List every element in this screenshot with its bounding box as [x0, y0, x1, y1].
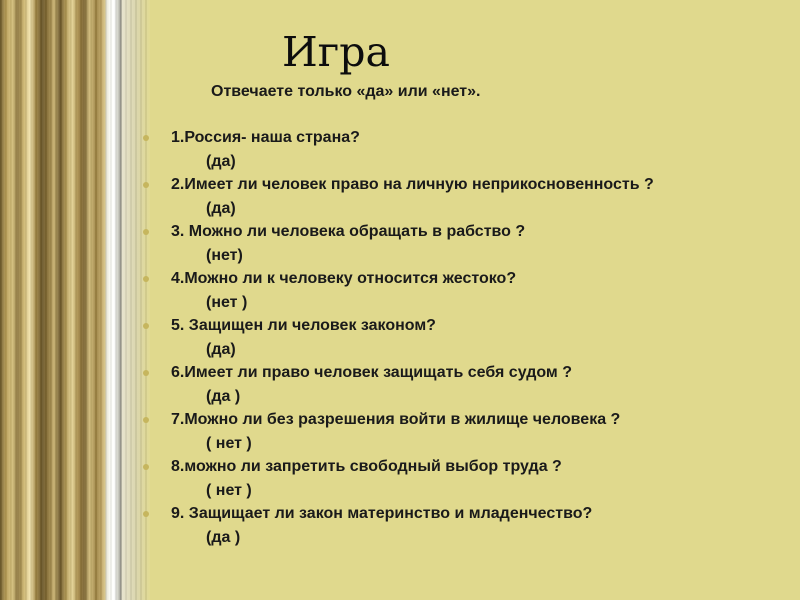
question-text: 7.Можно ли без разрешения войти в жилище человека ? — [171, 411, 621, 428]
question-answer: ( нет ) — [206, 434, 252, 452]
question-answer: (да) — [206, 152, 236, 170]
slide-instruction: Отвечаете только «да» или «нет». — [211, 83, 481, 100]
question-answer: (нет) — [206, 246, 243, 264]
question-item — [143, 502, 654, 549]
question-answer: (да ) — [206, 528, 241, 546]
question-text: 9. Защищает ли закон материнство и младенчество? — [171, 505, 593, 522]
decorative-side-border — [0, 0, 150, 600]
question-answer: (нет ) — [206, 293, 248, 311]
question-item — [143, 220, 654, 267]
bullet-icon — [143, 323, 149, 329]
question-text: 5. Защищен ли человек законом? — [171, 317, 436, 334]
question-item — [143, 314, 654, 361]
bullet-icon — [143, 464, 149, 470]
question-item — [143, 126, 654, 173]
question-text: 6.Имеет ли право человек защищать себя судом ? — [171, 364, 572, 381]
question-text: 2.Имеет ли человек право на личную неприкосновенность ? — [171, 176, 654, 193]
question-answer: (да) — [206, 340, 236, 358]
question-item — [143, 267, 654, 314]
bullet-icon — [143, 135, 149, 141]
question-answer: (да) — [206, 199, 236, 217]
question-text: 3. Можно ли человека обращать в рабство ? — [171, 223, 526, 240]
question-text: 8.можно ли запретить свободный выбор труда ? — [171, 458, 562, 475]
question-item — [143, 408, 654, 455]
question-item — [143, 361, 654, 408]
question-text: 4.Можно ли к человеку относится жестоко? — [171, 270, 517, 287]
bullet-icon — [143, 182, 149, 188]
slide-title: Игра — [282, 28, 390, 76]
bullet-icon — [143, 370, 149, 376]
question-list — [143, 126, 654, 549]
question-item — [143, 455, 654, 502]
bullet-icon — [143, 417, 149, 423]
bullet-icon — [143, 276, 149, 282]
question-item — [143, 173, 654, 220]
question-text: 1.Россия- наша страна? — [171, 129, 360, 146]
bullet-icon — [143, 229, 149, 235]
question-answer: ( нет ) — [206, 481, 252, 499]
bullet-icon — [143, 511, 149, 517]
question-answer: (да ) — [206, 387, 241, 405]
